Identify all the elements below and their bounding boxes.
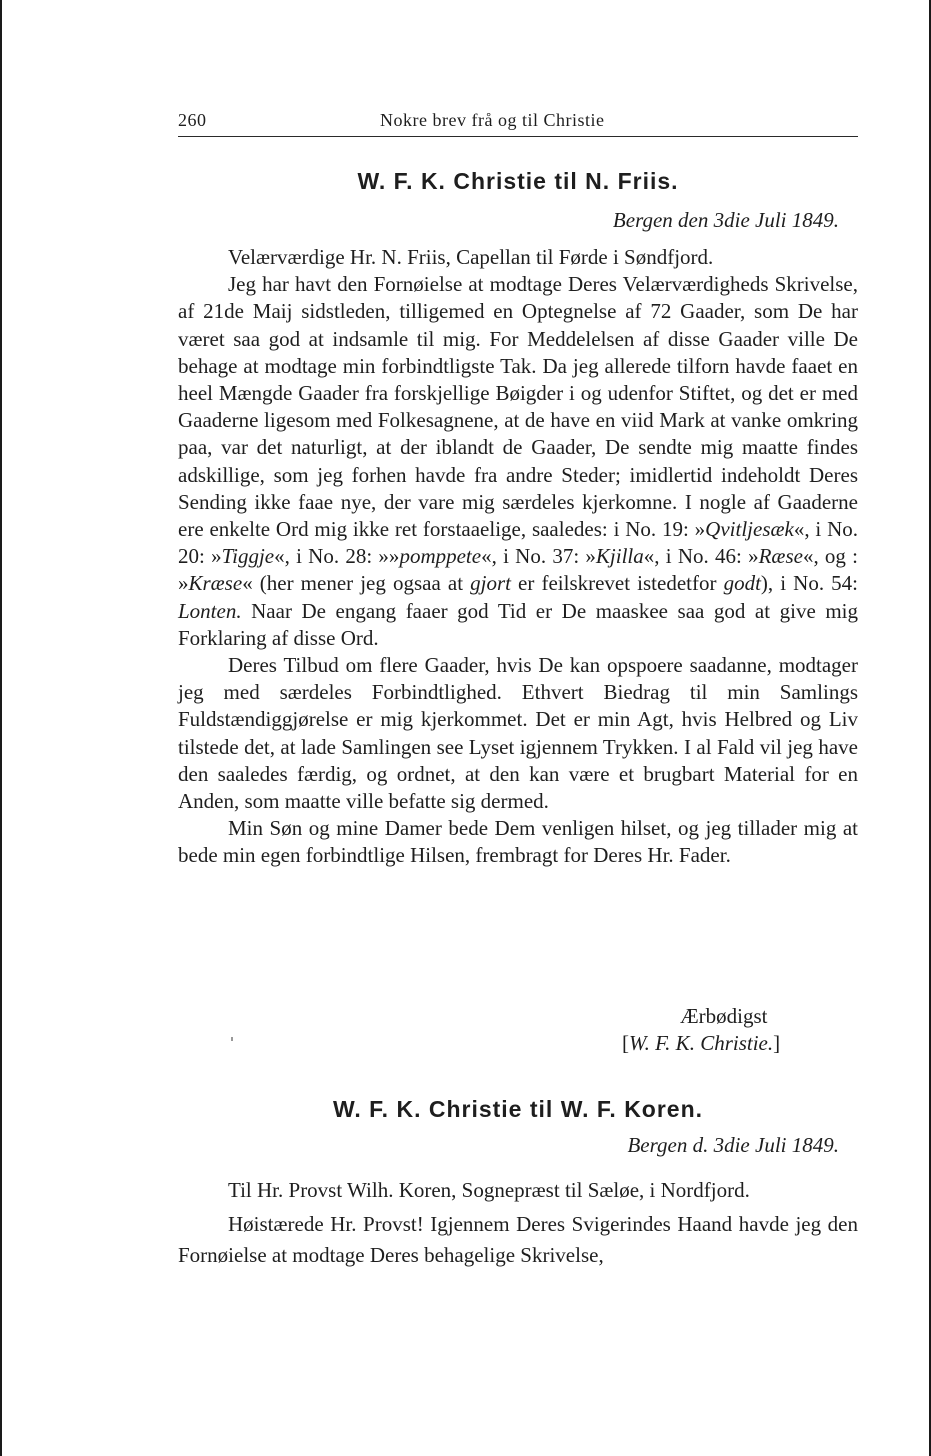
letter1-title: W. F. K. Christie til N. Friis. <box>357 168 679 194</box>
letter1-paragraph-3: Min Søn og mine Damer bede Dem venligen hilset, og jeg tillader mig at bede min egen forbindtlige Hilsen, frembragt for Deres Hr. Fader. <box>178 816 858 868</box>
word-lonten: Lonten. <box>178 598 242 623</box>
word-pomppete: pomppete <box>399 544 482 569</box>
word-raese: Ræse <box>758 544 803 569</box>
word-qvitljesaek: Qvitljesæk <box>705 517 794 542</box>
page-header <box>178 110 858 137</box>
word-kjilla: Kjilla <box>595 544 644 569</box>
letter2-dateline: Bergen d. 3die Juli 1849. <box>627 1133 839 1157</box>
letter1-paragraph-2: Deres Tilbud om flere Gaader, hvis De kan opspoere saadanne, modtager jeg med særdeles Forbindtlighed. Ethvert Biedrag til min Samlings Fuldstændiggjørelse er mig kjerkommet. Det er min Agt, hvis Helbred og Liv tilstede det, at lade Samlingen see Lyset igjennem Trykken. I al Fald vil jeg have den saaledes færdig, og ordnet, at den kan være et brugbart Material for en Anden, som maatte ville befatte sig dermed. <box>178 653 858 814</box>
letter2-title: W. F. K. Christie til W. F. Koren. <box>332 1096 704 1122</box>
letter2-paragraph-1: Høistærede Hr. Provst! Igjennem Deres Svigerindes Haand havde jeg den Fornøielse at modtage Deres behagelige Skrivelse, <box>178 1212 858 1267</box>
word-godt: godt <box>723 571 761 596</box>
word-gjort: gjort <box>470 571 511 596</box>
letter1-paragraph-1: Jeg har havt den Fornøielse at modtage Deres Velærværdigheds Skrivelse, af 21de Maij sidstleden, tilligemed en Optegnelse af 72 Gaader, som De har været saa god at indsamle til mig. For Meddelelsen af disse Gaader ville De behage at modtage min forbindtligste Tak. Da jeg allerede tilforn havde faaet en heel Mængde Gaader fra forskjellige Bøigder i og udenfor Stiftet, og det er med Gaaderne ligesom med Folkesagnene, at de have en viid Mark at vanke omkring paa, var det naturligt, at der iblandt de Gaader, De sendte mig maatte findes adskillige, som jeg forhen havde fra andre Steder; imidlertid indeholdt Deres Sending ikke faae nye, der vare mig særdeles kjerkomne. I nogle af Gaaderne ere enkelte Ord mig ikke ret forstaaelige, saaledes: i No. 19: »Qvitljesæk«, i No. 20: »Tiggje«, i No. 28: »»pomppete«, i No. 37: »Kjilla«, i No. 46: »Ræse«, og : »Kræse« (her mener jeg ogsaa at gjort er feilskrevet istedetfor godt), i No. 54: Lonten. Naar De engang faaer god Tid er De maaskee saa god at give mig Forklaring af disse Ord. <box>178 272 859 650</box>
letter2-body <box>178 1175 858 1271</box>
letter1-body <box>178 244 858 870</box>
signature-name: W. F. K. Christie. <box>629 1031 774 1055</box>
print-speck <box>231 1037 233 1041</box>
letter1-dateline: Bergen den 3die Juli 1849. <box>612 208 839 232</box>
letter2-salutation: Til Hr. Provst Wilh. Koren, Sognepræst til Sæløe, i Nordfjord. <box>228 1178 750 1202</box>
letter1-closing: Ærbødigst <box>680 1004 768 1028</box>
running-title: Nokre brev frå og til Christie <box>380 110 605 130</box>
word-kraese: Kræse <box>188 571 243 596</box>
letter1-signature: [W. F. K. Christie.] <box>622 1031 781 1055</box>
word-tiggje: Tiggje <box>221 544 275 569</box>
letter1-salutation: Velærværdige Hr. N. Friis, Capellan til Førde i Søndfjord. <box>228 245 714 269</box>
page-number: 260 <box>178 110 207 130</box>
